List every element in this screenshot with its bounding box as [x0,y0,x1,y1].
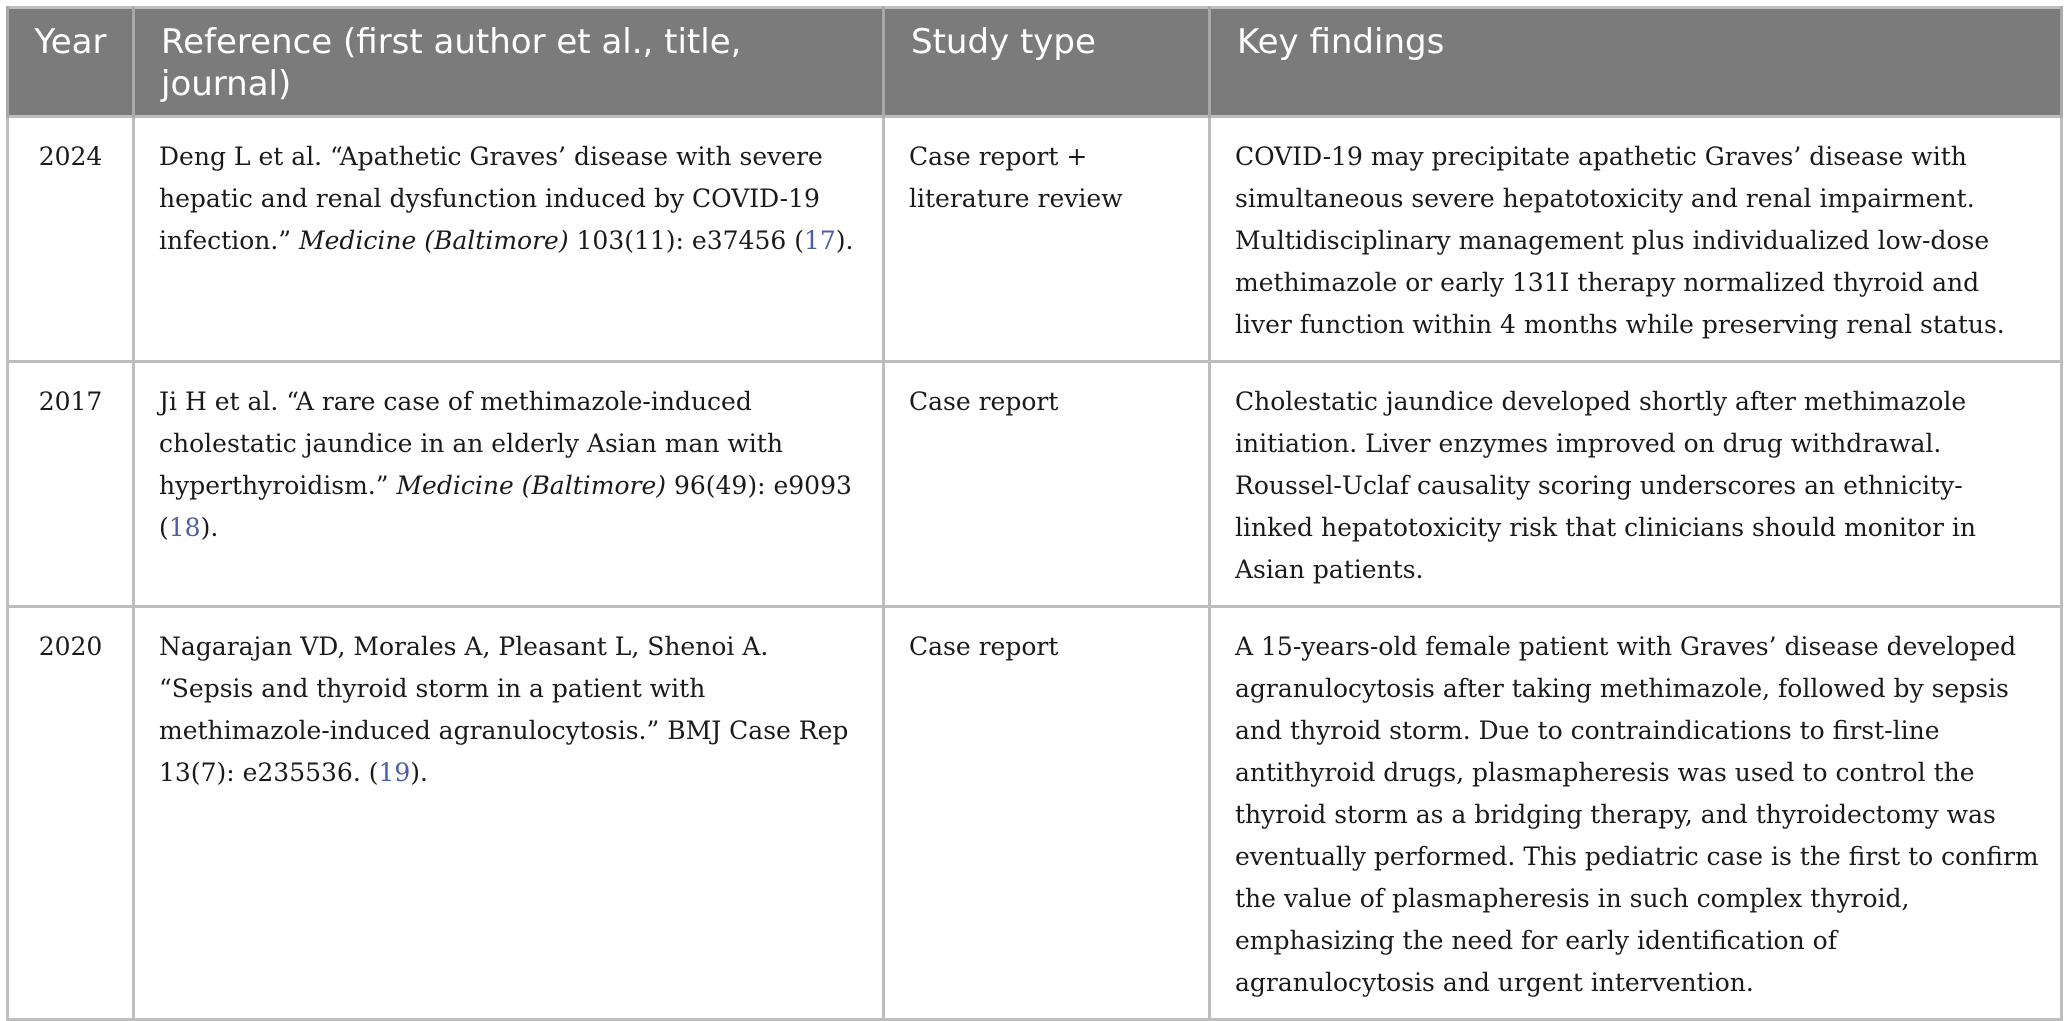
table-body [8,117,2062,1020]
cell-study-type: Case report [884,607,1210,1020]
reference-text: Ji H et al. “A rare case of methimazole-induced cholestatic jaundice in an elderly Asian man with hyperthyroidism.” [159,387,783,500]
header-study-type: Study type [884,8,1210,117]
table-header [8,8,2062,117]
cell-year: 2020 [8,607,134,1020]
reference-close: ). [835,226,854,255]
cell-year: 2024 [8,117,134,362]
cell-key-findings: Cholestatic jaundice developed shortly after methimazole initiation. Liver enzymes improved on drug withdrawal. Roussel-Uclaf causality scoring underscores an ethnicity-linked hepatotoxicity risk that clinicians should monitor in Asian patients. [1210,362,2062,607]
literature-table [6,6,2063,1021]
table-row [8,117,2062,362]
header-row [8,8,2062,117]
cell-reference [134,362,884,607]
cell-reference [134,117,884,362]
cell-key-findings: A 15-years-old female patient with Graves’ disease developed agranulocytosis after taking methimazole, followed by sepsis and thyroid storm. Due to contraindications to first-line antithyroid drugs, plasmapheresis was used to control the thyroid storm as a bridging therapy, and thyroidectomy was eventually performed. This pediatric case is the first to confirm the value of plasmapheresis in such complex thyroid, emphasizing the need for early identification of agranulocytosis and urgent intervention. [1210,607,2062,1020]
citation-link[interactable]: 19 [378,758,411,787]
header-year: Year [8,8,134,117]
reference-text: Nagarajan VD, Morales A, Pleasant L, Shenoi A. “Sepsis and thyroid storm in a patient with methimazole-induced agranulocytosis.” BMJ Case Rep 13(7): e235536. ( [159,632,849,787]
literature-table-container [6,6,2060,1021]
reference-journal: Medicine (Baltimore) [396,471,667,500]
reference-close: ). [200,513,219,542]
cell-year: 2017 [8,362,134,607]
table-row [8,362,2062,607]
reference-journal: Medicine (Baltimore) [299,226,569,255]
cell-reference [134,607,884,1020]
reference-text: Deng L et al. “Apathetic Graves’ disease with severe hepatic and renal dysfunction induced by COVID-19 infection.” [159,142,823,255]
citation-link[interactable]: 17 [803,226,836,255]
header-reference: Reference (first author et al., title, journal) [134,8,884,117]
table-row [8,607,2062,1020]
reference-tail: 96(49): e9093 ( [159,471,852,542]
header-key-findings: Key findings [1210,8,2062,117]
cell-study-type: Case report [884,362,1210,607]
citation-link[interactable]: 18 [168,513,201,542]
cell-key-findings: COVID-19 may precipitate apathetic Graves’ disease with simultaneous severe hepatotoxicity and renal impairment. Multidisciplinary management plus individualized low-dose methimazole or early 131I therapy normalized thyroid and liver function within 4 months while preserving renal status. [1210,117,2062,362]
cell-study-type: Case report + literature review [884,117,1210,362]
reference-close: ). [410,758,428,787]
reference-tail: 103(11): e37456 ( [568,226,804,255]
